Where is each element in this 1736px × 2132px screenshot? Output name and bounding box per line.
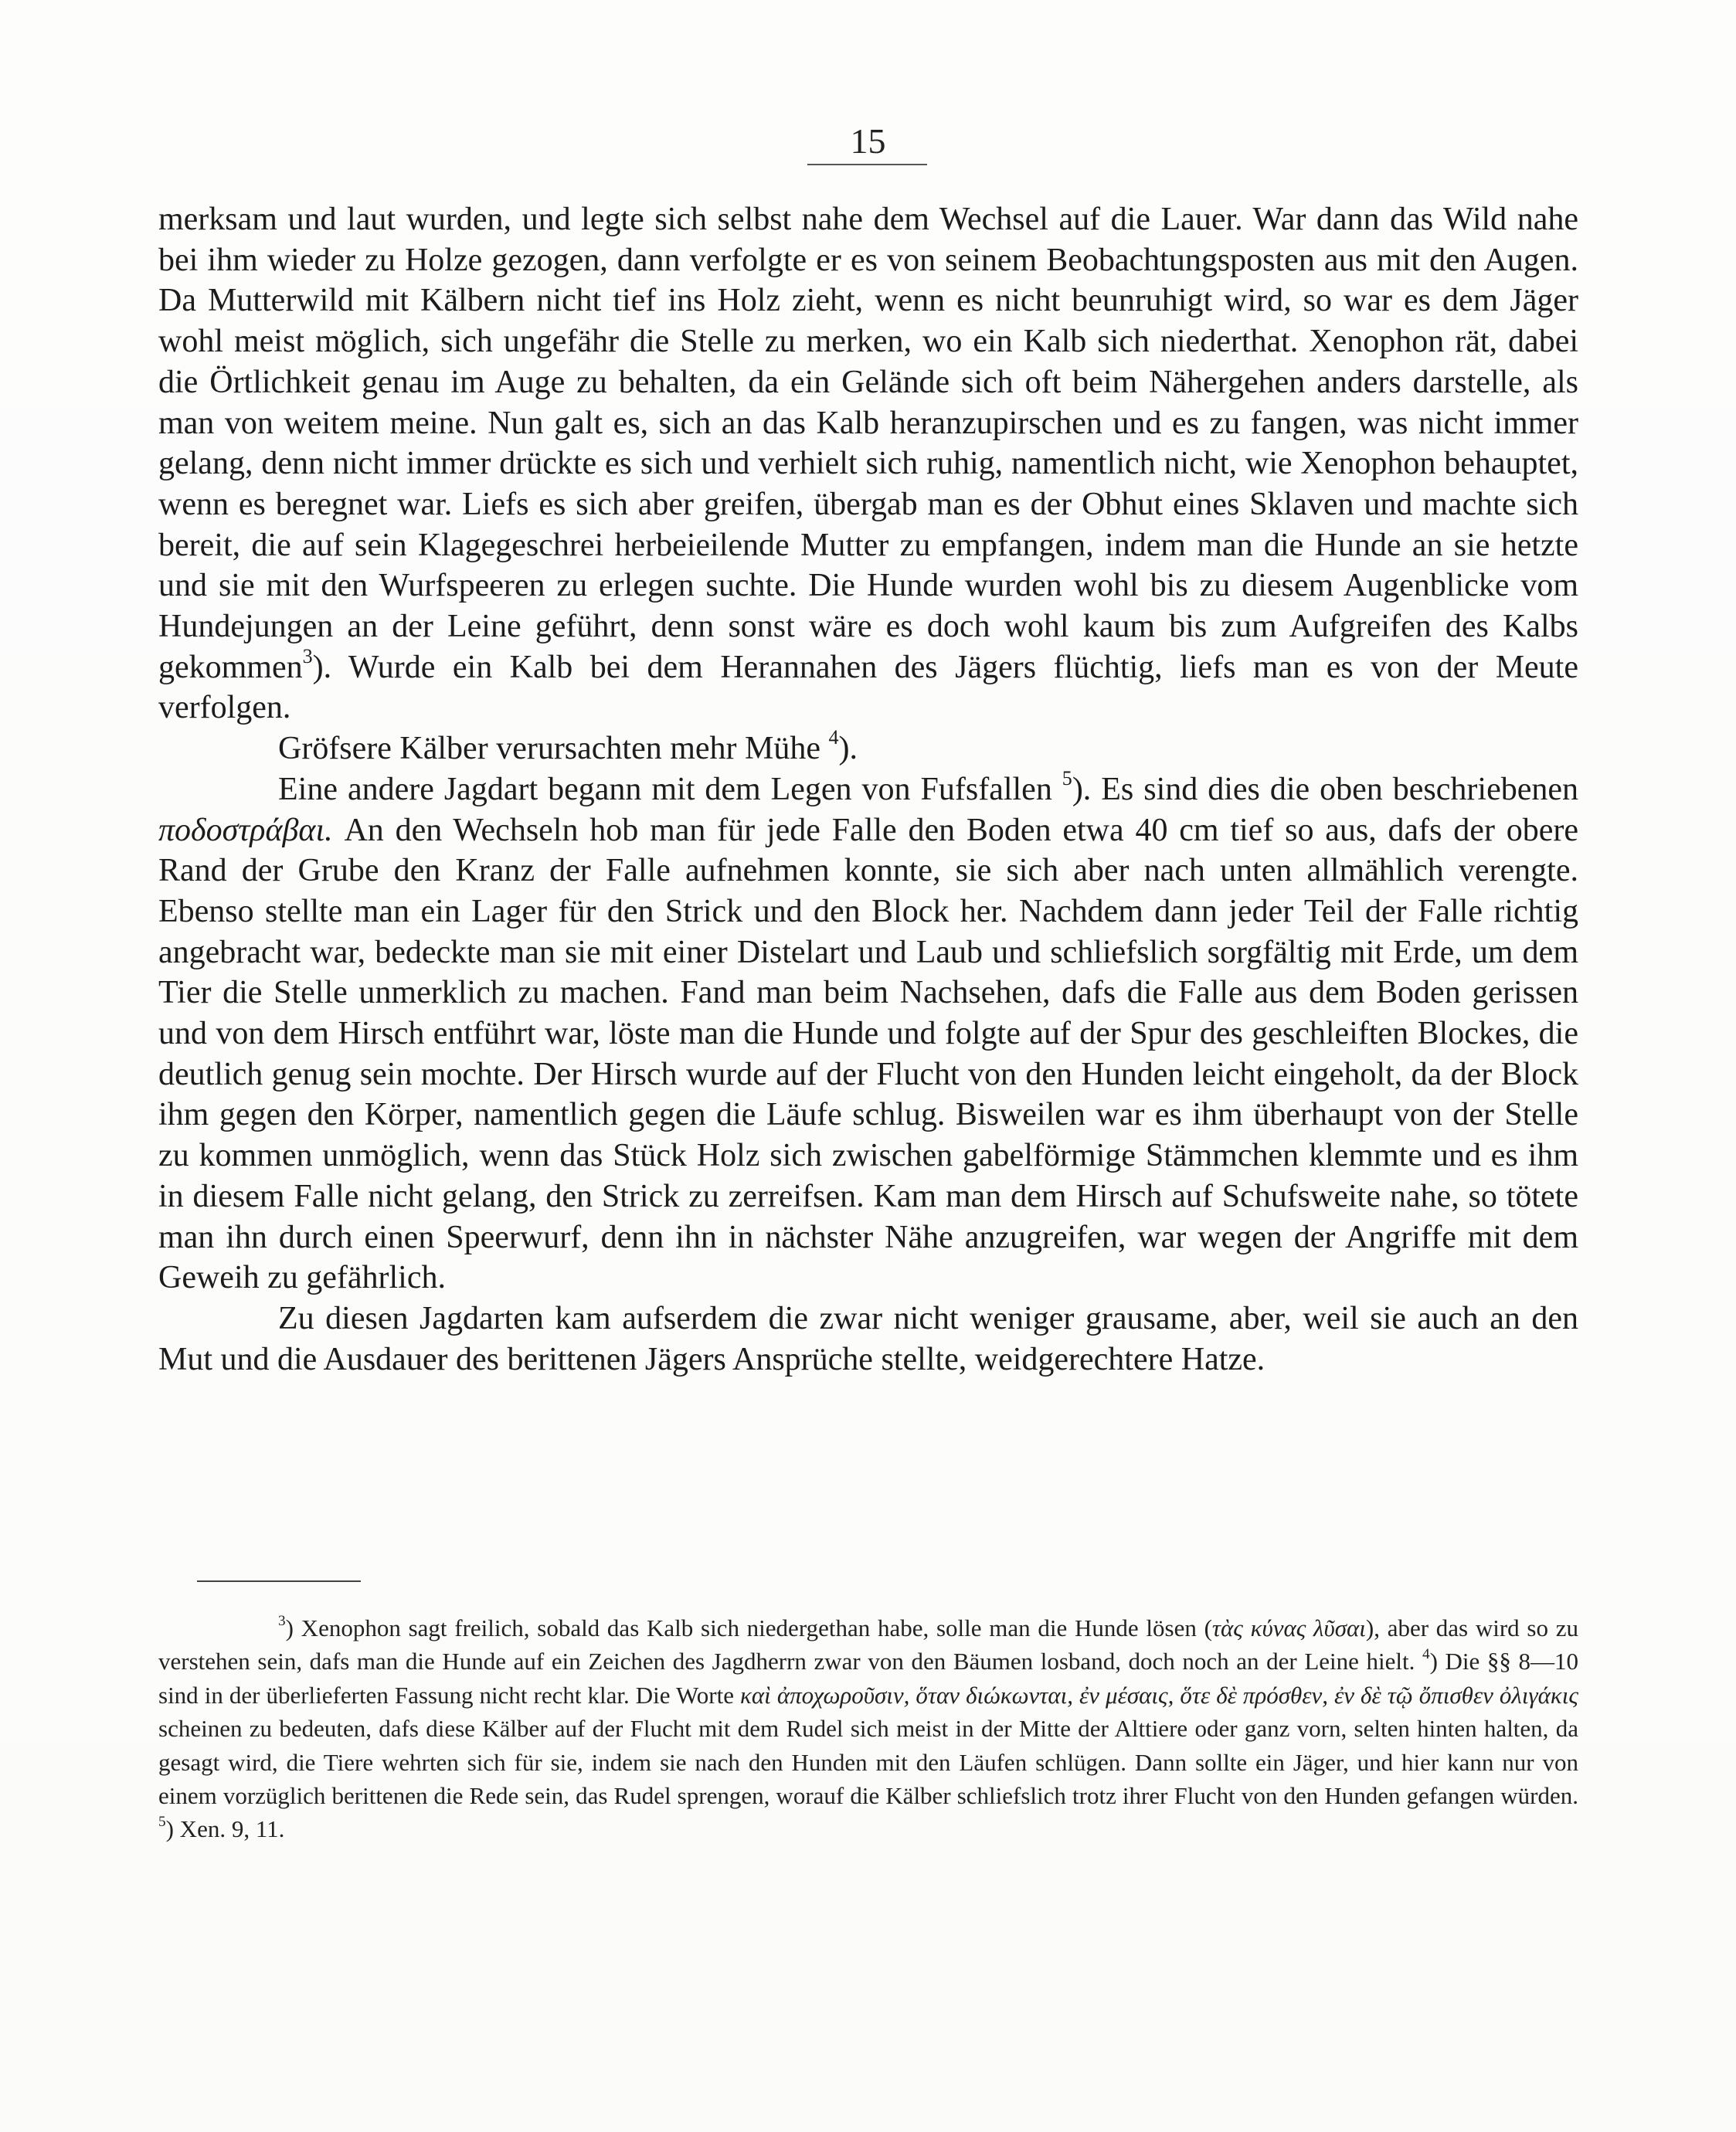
footnotes xyxy=(158,1611,1578,1846)
paragraph xyxy=(158,1299,1578,1380)
text-run: Gröfsere Kälber verursachten mehr Mühe xyxy=(278,731,829,767)
text-run: Zu diesen Jagdarten kam aufserdem die zwar nicht weniger grausame, aber, weil sie auch an den Mut und die Ausdauer des berittenen Jägers Ansprüche stellte, weidgerechtere Hatze. xyxy=(158,1300,1578,1377)
text-run: ) Die §§ 8—10 sind in der überlieferten Fassung nicht recht klar. Die Worte xyxy=(158,1648,1579,1709)
greek-phrase: ποδοστράβαι. xyxy=(158,812,333,848)
text-run: ), aber das wird so zu verstehen sein, dafs man die Hunde auf ein Zeichen des Jagdherrn zwar von den Bäumen losband, doch noch an der Leine hielt. xyxy=(158,1614,1579,1675)
text-run: Eine andere Jagdart begann mit dem Legen von Fufsfallen xyxy=(278,771,1062,807)
page-number: 15 xyxy=(850,121,886,161)
paragraph xyxy=(158,766,1578,1299)
text-run: An den Wechseln hob man für jede Falle den Boden etwa 40 cm tief so aus, dafs der obere Rand der Grube den Kranz der Falle aufnehmen konnte, sie sich aber nach unten allmählich verengte. Ebenso stellte man ein Lager für den Strick und den Block her. Nachdem dann jeder Teil der Falle richtig angebracht war, bedeckte man sie mit einer Distelart und Laub und schliefslich sorgfältig mit Erde, um dem Tier die Stelle unmerklich zu machen. Fand man beim Nachsehen, dafs die Falle aus dem Boden gerissen und von dem Hirsch entführt war, löste man die Hunde und folgte auf der Spur des geschleiften Blockes, die deutlich genug sein mochte. Der Hirsch wurde auf der Flucht von den Hunden leicht eingeholt, da der Block ihm gegen den Körper, namentlich gegen die Läufe schlug. Bisweilen war es ihm überhaupt von der Stelle zu kommen unmöglich, wenn das Stück Holz sich zwischen gabelförmige Stämmchen klemmte und es ihm in diesem Falle nicht gelang, den Strick zu zerreifsen. Kam man dem Hirsch auf Schufsweite nahe, so tötete man ihn durch einen Speerwurf, denn ihn in nächster Nähe anzugreifen, war wegen der Angriffe mit dem Geweih zu gefährlich. xyxy=(158,812,1578,1296)
text-run: scheinen zu bedeuten, dafs diese Kälber auf der Flucht mit dem Rudel sich meist in der Mitte der Alttiere oder ganz vorn, selten hinten halten, da gesagt wird, die Tiere wehrten sich für sie, indem sie nach den Hunden mit den Läufen schlügen. Dann sollte ein Jäger, und hier kann nur von einem vorzüglich berittenen die Rede sein, das Rudel sprengen, worauf die Kälber schliefslich trotz ihrer Flucht von den Hunden gefangen würden. xyxy=(158,1715,1578,1810)
footnote-marker: 5 xyxy=(158,1814,166,1831)
paragraph xyxy=(158,199,1578,728)
footnote-marker: 5 xyxy=(1062,766,1072,789)
header-rule xyxy=(807,164,927,165)
greek-phrase: καὶ ἀποχωροῦσιν, ὅταν διώκωνται, ἐν μέσαις, ὅτε δὲ πρόσθεν, ἐν δὲ τῷ ὄπισθεν ὀλιγάκις xyxy=(740,1681,1578,1709)
text-run: ) Xen. 9, 11. xyxy=(165,1815,285,1843)
text-run: merksam und laut wurden, und legte sich selbst nahe dem Wechsel auf die Lauer. War dann das Wild nahe bei ihm wieder zu Holze gezogen, dann verfolgte er es von seinem Beobachtungsposten aus mit den Augen. Da Mutterwild mit Kälbern nicht tief ins Holz zieht, wenn es nicht beunruhigt wird, so war es dem Jäger wohl meist möglich, sich ungefähr die Stelle zu merken, wo ein Kalb sich niederthat. Xenophon rät, dabei die Örtlichkeit genau im Auge zu behalten, da ein Gelände sich oft beim Nähergehen anders darstelle, als man von weitem meine. Nun galt es, sich an das Kalb heranzupirschen und es zu fangen, was nicht immer gelang, denn nicht immer drückte es sich und verhielt sich ruhig, namentlich nicht, wie Xenophon behauptet, wenn es beregnet war. Liefs es sich aber greifen, übergab man es der Obhut eines Sklaven und machte sich bereit, die auf sein Klagegeschrei herbeieilende Mutter zu empfangen, indem man die Hunde an sie hetzte und sie mit den Wurfspeeren zu erlegen suchte. Die Hunde wurden wohl bis zu diesem Augenblicke vom Hundejungen an der Leine geführt, denn sonst wäre es doch wohl kaum bis zum Aufgreifen des Kalbs gekommen xyxy=(158,202,1578,685)
footnote-marker: 4 xyxy=(1422,1646,1430,1663)
text-run: ). xyxy=(838,731,858,767)
text-run: ) Xenophon sagt freilich, sobald das Kalb sich niedergethan habe, solle man die Hunde lösen ( xyxy=(285,1614,1212,1641)
footnote-marker: 4 xyxy=(828,726,839,749)
main-text xyxy=(158,199,1578,1380)
paragraph xyxy=(158,728,1578,769)
footnote-marker: 3 xyxy=(278,1612,286,1629)
footnote-rule xyxy=(197,1580,361,1582)
text-run: ). Es sind dies die oben beschriebenen xyxy=(1072,771,1578,807)
greek-phrase: τὰς κύνας λῦσαι xyxy=(1211,1614,1366,1641)
footnote-marker: 3 xyxy=(302,644,313,667)
text-run: ). Wurde ein Kalb bei dem Herannahen des Jägers flüchtig, liefs man es von der Meute verfolgen. xyxy=(158,649,1578,726)
